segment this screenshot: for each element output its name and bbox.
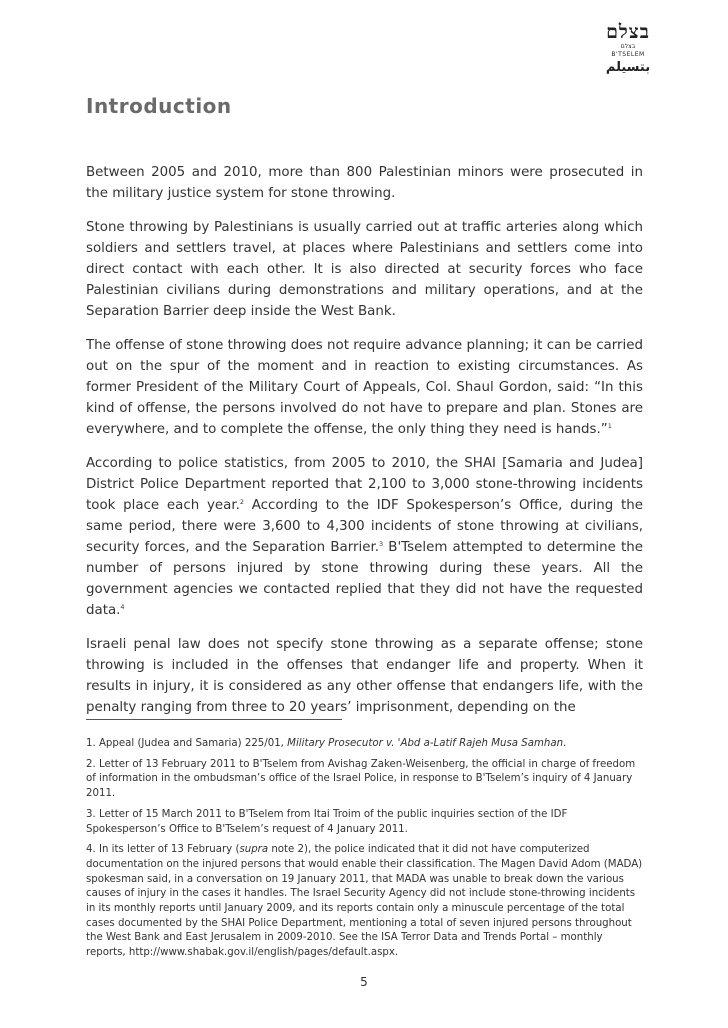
logo-hebrew: בצלם [606,21,650,43]
footnote-4-supra: supra [239,844,269,856]
footnote-3: 3. Letter of 15 March 2011 to B'Tselem from Itai Troim of the public inquiries section of the IDF Spokesperson’s Office to B'Tselem’s request of 4 January 2011. [86,808,568,835]
footnote-divider [86,719,342,720]
footnote-ref-1[interactable]: 1 [607,422,612,430]
footnote-4-post: note 2), the police indicated that it did not have computerized documentation on the injured persons that would enable their classification. The Magen David Adom (MADA) spokesman said, in a conversation on 19 January 2011, that MADA was unable to break down the various causes of injury in the cases it handles. The Israel Security Agency did not include stone-throwing incidents in its monthly reports until January 2009, and its reports contain only a minuscule percentage of the total cases documented by the SHAI Police Department, mentioning a total of seven injured persons throughout the West Bank and East Jerusalem in 2009-2010. See the ISA Terror Data and Trends Portal – monthly reports, http://www.shabak.gov.il/english/pages/default.aspx. [86,844,643,959]
paragraph-4-part-b: According to the IDF Spokesperson’s Office, during the same period, there were 3,600 to 4,300 incidents of stone throwing at civilians, security forces, and the Separation Barrier. [86,498,643,555]
paragraph-1: Between 2005 and 2010, more than 800 Palestinian minors were prosecuted in the military justice system for stone throwing. [86,165,643,201]
footnote-4 [86,843,643,961]
footnotes [86,737,643,967]
logo-english: B'TSELEM [611,51,645,58]
footnote-1 [86,737,643,752]
paragraph-4-part-a: According to police statistics, from 2005 to 2010, the SHAI [Samaria and Judea] District Police Department reported that 2,100 to 3,000 stone-throwing incidents took place each year. [86,456,643,513]
page-number: 5 [360,975,368,989]
page-title: Introduction [86,94,232,118]
btselem-logo [598,22,658,84]
logo-arabic: بتسيلم [605,60,651,75]
footnote-1-pre: 1. Appeal (Judea and Samaria) 225/01, [86,738,288,749]
footnote-1-case-title: Military Prosecutor v. 'Abd a-Latif Rajeh Musa Samhan [287,738,564,749]
footnote-ref-4[interactable]: 4 [120,603,125,611]
paragraph-3 [86,335,643,440]
footnote-2: 2. Letter of 13 February 2011 to B'Tselem from Avishag Zaken-Weisenberg, the official in charge of freedom of information in the ombudsman’s office of the Israel Police, in response to B'Tselem’s inquiry of 4 January 2011. [86,758,636,800]
paragraph-3-text: The offense of stone throwing does not require advance planning; it can be carried out on the spur of the moment and in reaction to existing circumstances. As former President of the Military Court of Appeals, Col. Shaul Gordon, said: “In this kind of offense, the persons involved do not have to prepare and plan. Stones are everywhere, and to complete the offense, the only thing they need is hands.” [86,338,643,437]
body-text [86,162,643,731]
footnote-1-post: . [563,738,567,749]
paragraph-5: Israeli penal law does not specify stone throwing as a separate offense; stone throwing is included in the offenses that endanger life and property. When it results in injury, it is considered as any other offense that endangers life, with the penalty ranging from three to 20 years’ imprisonment, depending on the [86,637,643,715]
footnote-ref-2[interactable]: 2 [239,498,244,506]
paragraph-2: Stone throwing by Palestinians is usually carried out at traffic arteries along which soldiers and settlers travel, at places where Palestinians and settlers come into direct contact with each other. It is also directed at security forces who face Palestinian civilians during demonstrations and military operations, and at the Separation Barrier deep inside the West Bank. [86,220,643,319]
paragraph-4 [86,453,643,621]
footnote-ref-3[interactable]: 3 [378,540,384,548]
footnote-4-pre: 4. In its letter of 13 February ( [86,844,240,856]
logo-hebrew-sub: בצלם [620,43,636,50]
paragraph-4-part-c: B'Tselem attempted to determine the number of persons injured by stone throwing during these years. All the government agencies we contacted replied that they did not have the requested data. [86,540,643,618]
